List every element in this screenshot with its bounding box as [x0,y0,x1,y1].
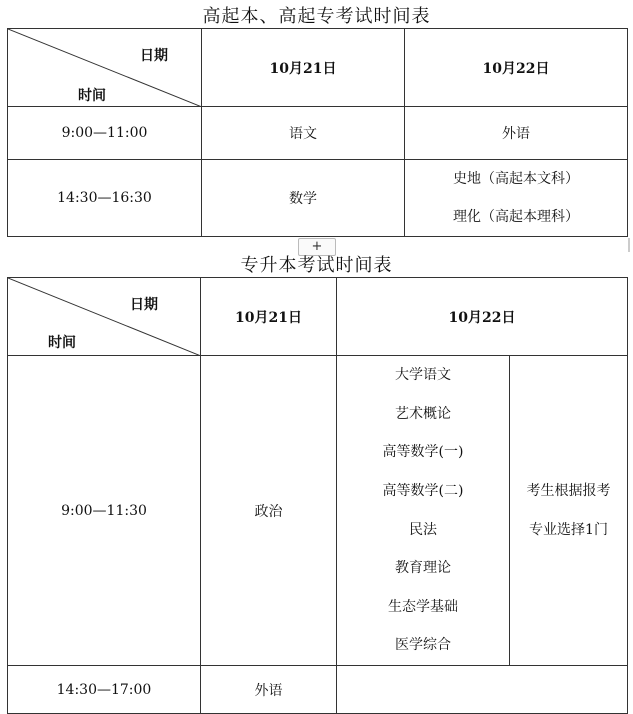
table2-corner-header [8,278,201,356]
subject-cell: 数学 [202,160,405,237]
table-row [8,666,628,714]
time-cell: 14:30—17:00 [8,666,201,714]
table-row [8,356,628,666]
table1 [7,28,628,237]
table2-title: 专升本考试时间表 [240,255,393,276]
subject-line: 高等数学(二) [382,482,464,499]
table1-header-day2: 10月22日 [405,29,628,107]
subject-line: 理化（高起本理科） [453,209,579,225]
date-label: 日期 [130,297,158,313]
time-cell: 9:00—11:30 [8,356,201,666]
subject-cell [405,160,628,237]
subject-cell: 外语 [405,107,628,160]
table-row [8,107,628,160]
note-cell [510,356,628,666]
time-label: 时间 [78,88,106,104]
subject-line: 高等数学(一) [382,444,464,461]
table-row [8,160,628,237]
date-label: 日期 [140,48,168,64]
table1-header-day1: 10月21日 [202,29,405,107]
time-cell: 9:00—11:00 [8,107,202,160]
subject-list-cell [337,356,510,666]
scroll-edge-marker[interactable] [628,238,630,252]
note-line: 考生根据报考 [526,482,611,499]
subject-line: 大学语文 [395,367,451,384]
subject-line: 史地（高起本文科） [453,171,579,187]
subject-cell: 语文 [202,107,405,160]
note-line: 专业选择1门 [529,521,608,538]
diagonal-line [8,278,201,356]
time-cell: 14:30—16:30 [8,160,202,237]
subject-line: 民法 [409,521,437,538]
table1-title: 高起本、高起专考试时间表 [202,6,431,27]
add-row-button[interactable]: + [298,238,336,256]
table2-header-day2: 10月22日 [337,278,628,356]
subject-cell: 外语 [201,666,337,714]
table1-corner-header [8,29,202,107]
subject-cell: 政治 [201,356,337,666]
time-label: 时间 [48,335,76,351]
table2-header-day1: 10月21日 [201,278,337,356]
subject-line: 艺术概论 [395,405,451,422]
empty-cell [337,666,628,714]
subject-line: 医学综合 [395,637,451,654]
table2 [7,277,628,714]
subject-line: 生态学基础 [388,598,458,615]
subject-line: 教育理论 [395,560,451,577]
